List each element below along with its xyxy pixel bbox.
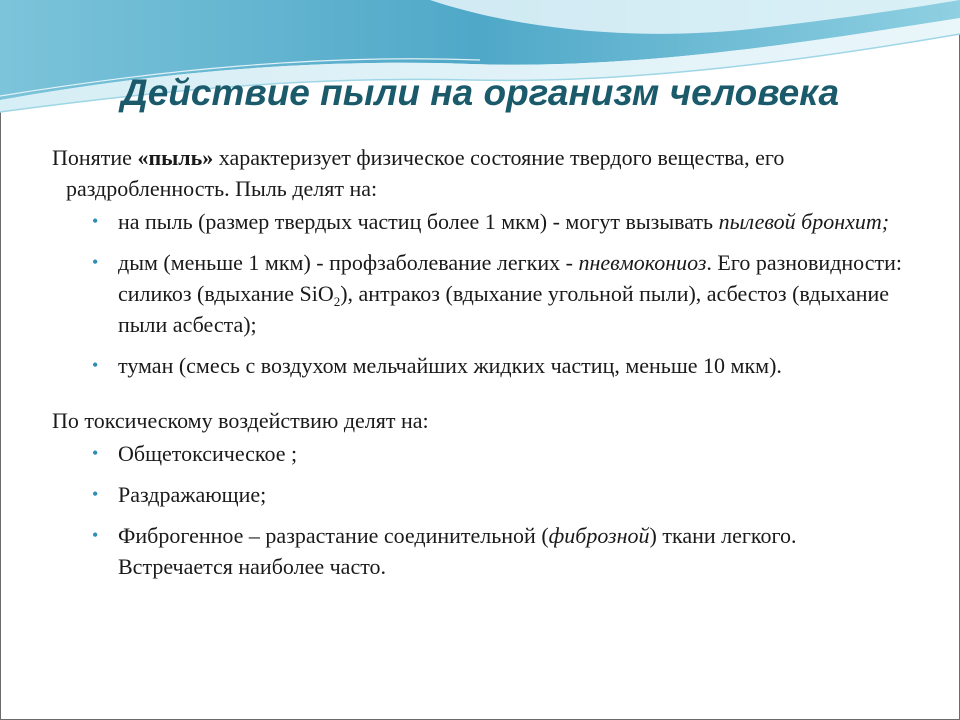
spacer [52,391,902,405]
header-wave-decoration [0,0,960,140]
list-item-text: ), антракоз (вдыхание угольной пыли), асбестоз (вдыхание пыли асбеста); [118,281,890,337]
list-item-italic: фиброзной [548,523,650,548]
list-item [92,247,902,340]
list-item-text: на пыль (размер твердых частиц более 1 мкм) - могут вызывать [118,209,719,234]
bullet-icon: • [92,355,99,375]
dust-types-list [52,206,902,381]
list-item [92,520,902,582]
list-item-italic: пылевой бронхит; [718,209,890,234]
list-item-text: Фиброгенное – разрастание соединительной ( [118,523,549,548]
subscript: 2 [333,294,341,309]
slide-title: Действие пыли на организм человека [120,72,840,113]
bullet-icon: • [92,211,99,231]
bullet-icon: • [92,252,99,272]
list-item [92,206,902,237]
bullet-icon: • [92,443,99,463]
list-item-text: Раздражающие; [118,482,267,507]
toxic-types-list [52,438,902,582]
intro-paragraph [52,142,902,204]
list-item [92,438,902,469]
list-item [92,479,902,510]
list-item-italic: пневмокониоз [578,250,707,275]
bullet-icon: • [92,525,99,545]
bullet-icon: • [92,484,99,504]
intro-text-start: Понятие [52,145,138,170]
list-item-text: Общетоксическое ; [118,441,298,466]
intro-text-end: характеризует физическое состояние твердого вещества, его раздробленность. Пыль делят на: [66,145,785,201]
list-item-text: . Его разновидности: силикоз (вдыхание SiO [118,250,902,306]
list-item-text: ) ткани легкого. Встречается наиболее часто. [118,523,797,579]
list-item-text: дым (меньше 1 мкм) - профзаболевание легких - [118,250,579,275]
slide-content [52,142,902,592]
list-item [92,350,902,381]
list-item-text: туман (смесь с воздухом мельчайших жидких частиц, меньше 10 мкм). [118,353,782,378]
intro-term-bold: «пыль» [137,145,214,170]
toxic-intro-paragraph: По токсическому воздействию делят на: [52,408,429,433]
